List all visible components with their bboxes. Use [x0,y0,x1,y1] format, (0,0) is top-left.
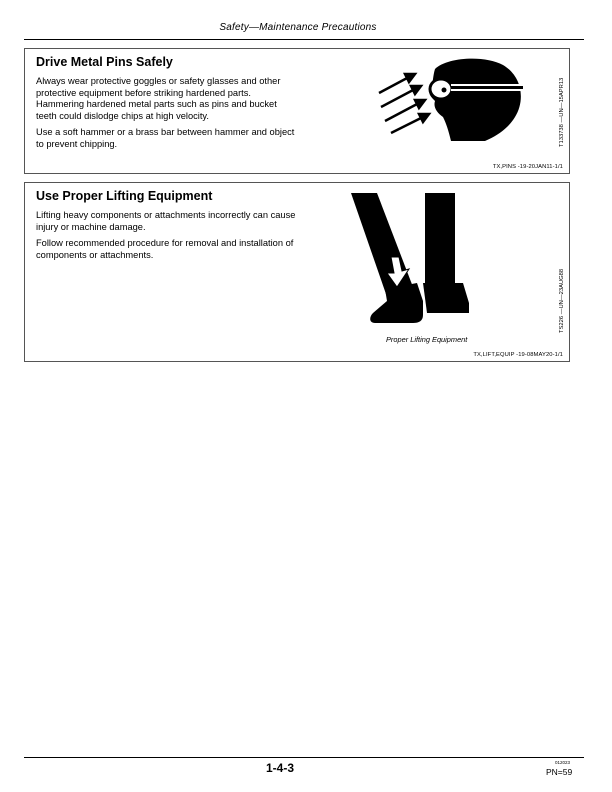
section-title: Use Proper Lifting Equipment [36,189,213,203]
footer-rule [24,757,584,758]
page-number: 1-4-3 [266,761,295,775]
section-drive-metal-pins [24,48,570,174]
section-paragraph: Always wear protective goggles or safety glasses and other protective equipment before striking hardened parts. Hammering hardened metal parts such as pins and bucket teeth could dislodge chips at high velocity. [36,76,281,121]
section-proper-lifting [24,182,570,362]
section-reference: TX,LIFT,EQUIP -19-08MAY20-1/1 [473,352,563,358]
section-paragraph: Follow recommended procedure for removal and installation of components or attachments. [36,238,294,260]
section-paragraph: Use a soft hammer or a brass bar between hammer and object to prevent chipping. [36,127,295,149]
safety-goggles-face-icon [365,55,545,145]
footer-code: 012023 [555,760,571,765]
figure-caption: Proper Lifting Equipment [386,335,468,344]
header-rule [24,39,584,40]
page-header-title: Safety—Maintenance Precautions [219,22,377,33]
section-title: Drive Metal Pins Safely [36,55,173,69]
footer-pn: PN=59 [546,767,573,777]
section-paragraph: Lifting heavy components or attachments incorrectly can cause injury or machine damage. [36,210,296,232]
figure-id: T133738 —UN—15APR13 [559,77,565,147]
lifting-legs-boot-icon [347,191,477,331]
section-reference: TX,PINS -19-20JAN11-1/1 [492,164,563,170]
figure-id: TS226 —UN—23AUG88 [559,268,565,333]
